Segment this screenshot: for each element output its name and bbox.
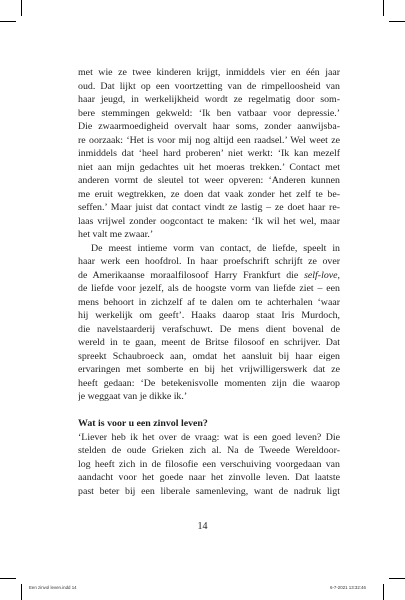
text-line: met wie ze twee kinderen krijgt, inmiddels vier en één jaar — [78, 67, 340, 78]
text-line: je weggaat van je dikke ik.’ — [78, 391, 188, 402]
text-line: wereld in te gaan, meent de Britse filosoof en schrijver. Dat — [78, 337, 340, 348]
section-heading: Wat is voor u een zinvol leven? — [78, 418, 208, 429]
text-line: inmiddels dat ‘heel hard proberen’ niet werkt: ‘Ik kan mezelf — [78, 148, 340, 159]
text-line: anderen vormt de sleutel tot weer opveren: ‘Anderen kunnen — [78, 175, 340, 186]
crop-mark — [0, 21, 16, 22]
slug-timestamp: 6-7-2021 13:32:46 — [330, 585, 366, 590]
paragraph-block — [78, 431, 340, 499]
crop-mark — [389, 21, 405, 22]
italic-term: self-love — [304, 269, 338, 281]
text-line: mens behoort in zichzelf af te dalen om te achterhalen ‘waar — [78, 296, 340, 308]
text-line: ‘Liever heb ik het over de vraag: wat is een goed leven? Die — [78, 431, 340, 443]
text-line: bere stemmingen gekweld: ‘Ik ben vatbaar voor depressie.’ — [78, 107, 340, 119]
text-line: aandacht voor het goede naar het zinvolle leven. Dat laatste — [78, 472, 340, 483]
text-line: niet aan mijn gedachtes uit het moeras trekken.’ Contact met — [78, 161, 340, 173]
crop-mark — [21, 584, 22, 600]
text-line: de liefde voor jezelf, als de hoogste vorm van liefde ziet – een — [78, 283, 340, 294]
paragraph-block — [78, 66, 340, 404]
text-line: haar jeugd, in werkelijkheid wordt ze regelmatig door som- — [78, 94, 340, 105]
text-line: heeft gedaan: ‘De betekenisvolle momenten zijn die waarop — [78, 377, 340, 389]
slug-filename: Een zinvol leven.indd 14 — [29, 585, 77, 590]
text-line: seffen.’ Maar juist dat contact vindt ze lastig – ze doet haar re- — [78, 202, 340, 213]
text-line: haar werk een hoofdrol. In haar proefschrift schrijft ze over — [78, 256, 340, 267]
text-line: de Amerikaanse moraalfilosoof Harry Frankfurt die self-love, — [78, 269, 340, 281]
body-text — [78, 66, 340, 498]
text-line: past beter bij een liberale samenleving, want de nadruk ligt — [78, 485, 340, 497]
page-number: 14 — [197, 521, 208, 532]
text-line: stelden de oude Grieken zich al. Na de Tweede Wereldoor- — [78, 445, 340, 456]
text-line: hij werkelijk om geeft’. Haaks daarop staat Iris Murdoch, — [78, 310, 340, 321]
crop-mark — [21, 0, 22, 16]
text-line: spreekt Schaubroeck aan, omdat het aansluit bij haar eigen — [78, 350, 340, 362]
crop-mark — [389, 578, 405, 579]
text-line: ervaringen met somberte en bij het vrijwilligerswerk dat ze — [78, 364, 340, 375]
crop-mark — [0, 578, 16, 579]
crop-mark — [383, 0, 384, 16]
crop-mark — [383, 584, 384, 600]
text-line: oud. Dat lijkt op een voortzetting van de rimpelloosheid van — [78, 80, 340, 92]
text-line: die navelstaarderij verafschuwt. De mens dient bovenal de — [78, 323, 340, 335]
text-line: laas vrijwel zonder oogcontact te maken: ‘Ik wil het wel, maar — [78, 215, 340, 227]
text-line: De meest intieme vorm van contact, de liefde, speelt in — [91, 242, 340, 254]
text-line: re oorzaak: ‘Het is voor mij nog altijd een raadsel.’ Wel weet ze — [78, 134, 340, 146]
text-line: Die zwaarmoedigheid overvalt haar soms, zonder aanwijsba- — [78, 121, 340, 132]
text-line: het valt me zwaar.’ — [78, 229, 154, 240]
text-line: log heeft zich in de filosofie een verschuiving voorgedaan van — [78, 458, 340, 470]
text-line: me eruit wegtrekken, ze doen dat vaak zonder het zelf te be- — [78, 188, 340, 200]
